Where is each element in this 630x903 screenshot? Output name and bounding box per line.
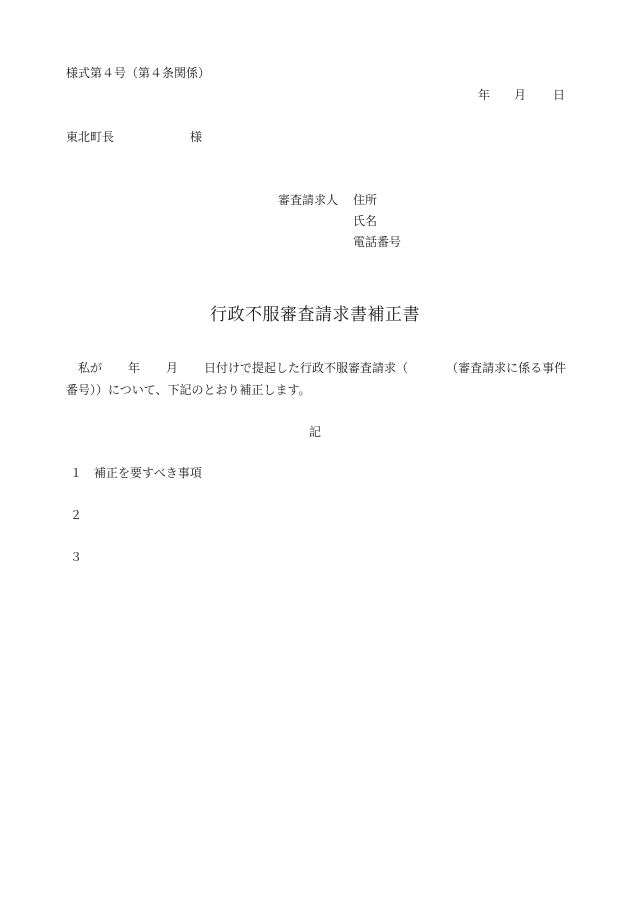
item-number: ２ bbox=[70, 508, 83, 522]
requester-name-label: 氏名 bbox=[353, 214, 378, 228]
requester-phone-label: 電話番号 bbox=[353, 235, 402, 249]
body-part-2: 日付けで提起した行政不服審査請求（ bbox=[204, 361, 409, 375]
addressee-honorific: 様 bbox=[190, 130, 203, 144]
requester-address-label: 住所 bbox=[353, 193, 378, 207]
list-item bbox=[70, 508, 82, 522]
ki-heading: 記 bbox=[308, 425, 321, 439]
document-title: 行政不服審査請求書補正書 bbox=[210, 305, 420, 325]
item-text: 補正を要すべき事項 bbox=[94, 466, 202, 480]
list-item bbox=[70, 550, 82, 564]
requester-label: 審査請求人 bbox=[278, 193, 339, 207]
body-part-3: （審査請求に係る事件 bbox=[446, 361, 567, 375]
date-year-label: 年 bbox=[478, 88, 491, 102]
date-month-label: 月 bbox=[514, 88, 527, 102]
body-month: 月 bbox=[166, 361, 179, 375]
body-line-1 bbox=[66, 361, 566, 375]
date-day-label: 日 bbox=[553, 88, 566, 102]
list-item bbox=[70, 466, 202, 480]
body-line-2: 番号））について、下記のとおり補正します。 bbox=[66, 383, 311, 397]
addressee-name: 東北町長 bbox=[66, 130, 115, 144]
item-number: ３ bbox=[70, 550, 83, 564]
item-number: １ bbox=[70, 466, 83, 480]
form-number: 様式第４号（第４条関係） bbox=[66, 66, 211, 80]
body-year: 年 bbox=[128, 361, 141, 375]
body-part-1: 私が bbox=[78, 361, 103, 375]
